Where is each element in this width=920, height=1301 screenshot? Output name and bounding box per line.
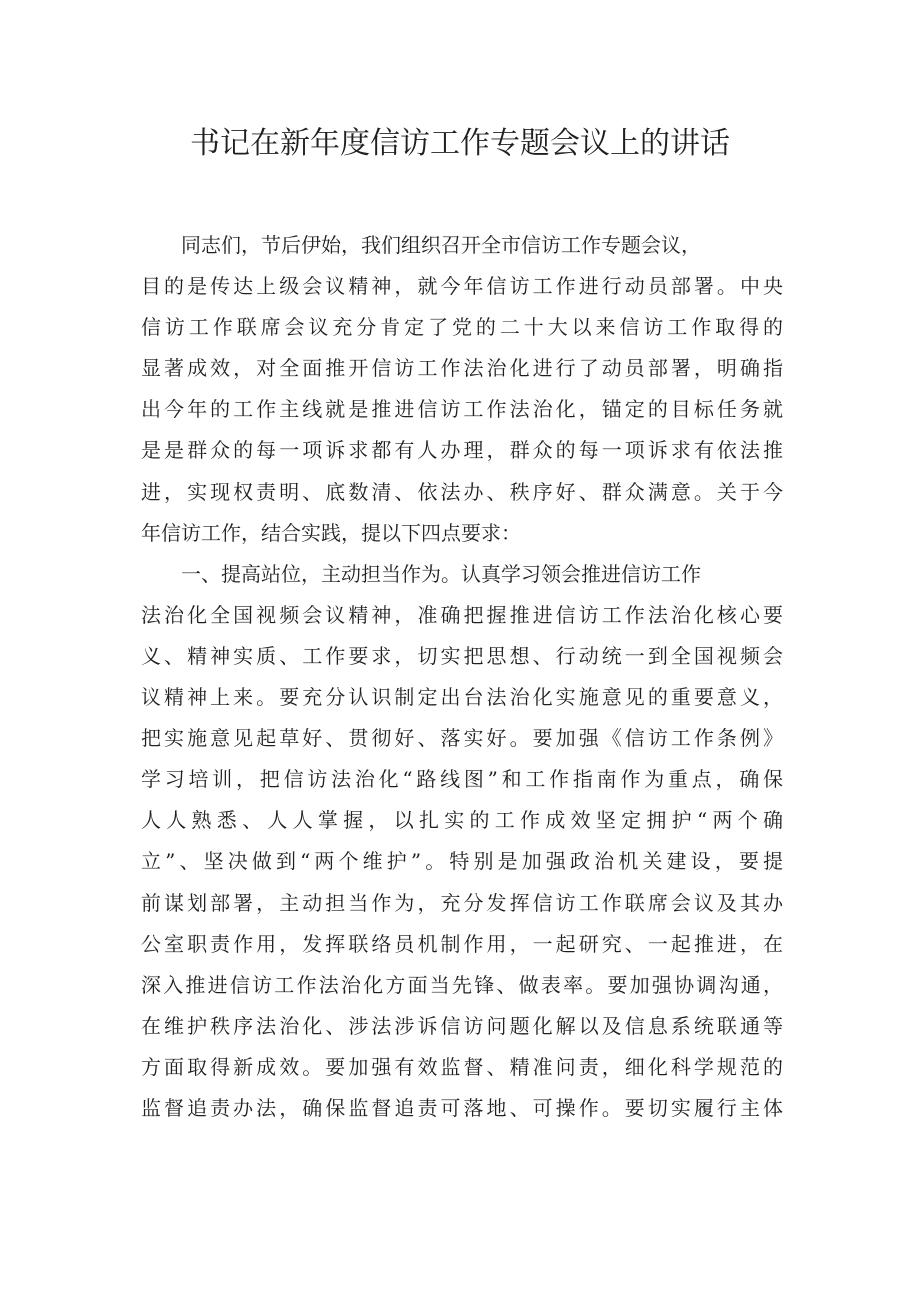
paragraph-line: 方面取得新成效。要加强有效监督、精准问责，细化科学规范的	[141, 1054, 783, 1079]
paragraph-line: 是是群众的每一项诉求都有人办理，群众的每一项诉求有依法推	[141, 438, 783, 463]
paragraph-line: 公室职责作用，发挥联络员机制作用，一起研究、一起推进，在	[141, 931, 783, 956]
paragraph-line: 目的是传达上级会议精神，就今年信访工作进行动员部署。中央	[141, 274, 783, 299]
paragraph-line: 年信访工作，结合实践，提以下四点要求：	[141, 520, 521, 545]
paragraph-line: 信访工作联席会议充分肯定了党的二十大以来信访工作取得的	[141, 315, 783, 340]
paragraph-line: 显著成效，对全面推开信访工作法治化进行了动员部署，明确指	[141, 356, 783, 381]
paragraph-line: 进，实现权责明、底数清、依法办、秩序好、群众满意。关于今	[141, 479, 783, 504]
paragraph-line: 在维护秩序法治化、涉法涉诉信访问题化解以及信息系统联通等	[141, 1013, 783, 1038]
paragraph-line: 把实施意见起草好、贯彻好、落实好。要加强《信访工作条例》	[141, 726, 783, 751]
paragraph-line: 法治化全国视频会议精神，准确把握推进信访工作法治化核心要	[141, 602, 783, 627]
paragraph-line: 议精神上来。要充分认识制定出台法治化实施意见的重要意义，	[141, 685, 783, 710]
paragraph-line: 立”、坚决做到“两个维护”。特别是加强政治机关建设，要提	[141, 849, 783, 874]
paragraph-line: 同志们，节后伊始，我们组织召开全市信访工作专题会议，	[141, 233, 701, 257]
paragraph-line: 学习培训，把信访法治化“路线图”和工作指南作为重点，确保	[141, 767, 783, 792]
document-body	[141, 225, 783, 1129]
paragraph-line: 出今年的工作主线就是推进信访工作法治化，锚定的目标任务就	[141, 397, 783, 422]
paragraph-line: 一、提高站位，主动担当作为。认真学习领会推进信访工作	[141, 561, 701, 586]
paragraph-line: 义、精神实质、工作要求，切实把思想、行动统一到全国视频会	[141, 643, 783, 668]
paragraph-line: 人人熟悉、人人掌握，以扎实的工作成效坚定拥护“两个确	[141, 808, 783, 833]
paragraph-line: 监督追责办法，确保监督追责可落地、可操作。要切实履行主体	[141, 1095, 783, 1120]
paragraph-line: 前谋划部署，主动担当作为，充分发挥信访工作联席会议及其办	[141, 890, 783, 915]
paragraph-line: 深入推进信访工作法治化方面当先锋、做表率。要加强协调沟通，	[141, 972, 783, 997]
document-title: 书记在新年度信访工作专题会议上的讲话	[190, 126, 730, 161]
